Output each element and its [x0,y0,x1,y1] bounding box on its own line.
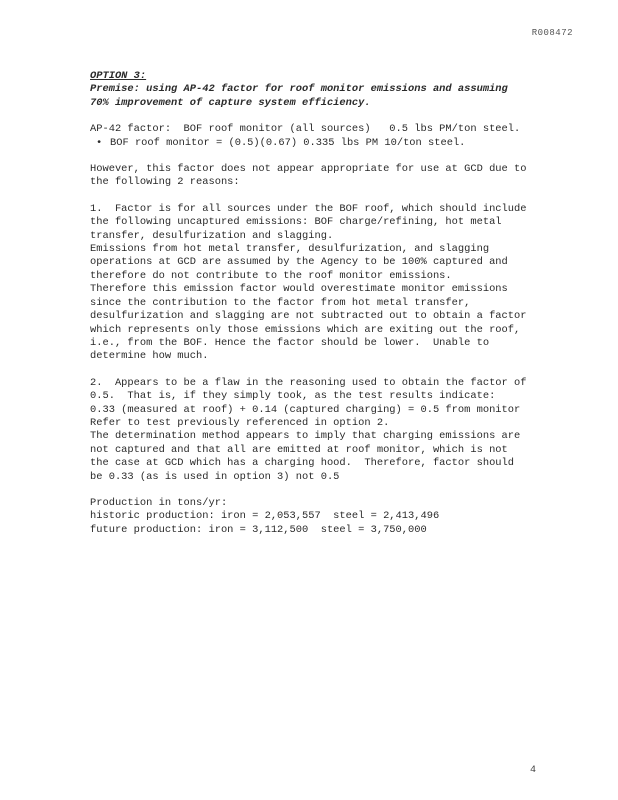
reason-1-intro: 1. Factor is for all sources under the BOF roof, which should include the following uncaptured emissions: BOF charge/refining, hot metal transfer, desulfurization and slagging. [90,202,533,242]
reason-1-conclusion: Therefore this emission factor would overestimate monitor emissions since the contribution to the factor from hot metal transfer, desulfurization and slagging are not subtracted out to obtain a factor which represents only those emissions which are exiting out the roof, i.e., from the BOF. Hence the factor should be lower. Unable to determine how much. [90,283,533,363]
production-historic: historic production: iron = 2,053,557 steel = 2,413,496 [90,510,440,523]
reason-2-body: The determination method appears to imply that charging emissions are not captured and that all are emitted at roof monitor, which is not the case at GCD which has a charging hood. Therefore, factor should be 0.33 (as is used in option 3) not 0.5 [90,430,527,483]
production-title: Production in tons/yr: [90,496,228,509]
reason-2-reference: Refer to test previously referenced in option 2. [90,416,390,429]
production-future: future production: iron = 3,112,500 steel = 3,750,000 [90,523,427,536]
option-premise: Premise: using AP-42 factor for roof monitor emissions and assuming 70% improvement of capture system efficiency. [90,83,515,109]
reason-1-middle: Emissions from hot metal transfer, desulfurization, and slagging operations at GCD are assumed by the Agency to be 100% captured and therefore do not contribute to the roof monitor emissions. [90,243,515,282]
bullet-icon: • [96,136,103,149]
ap42-factor-line: AP-42 factor: BOF roof monitor (all sources) 0.5 lbs PM/ton steel. [90,123,521,136]
document-body [90,70,533,537]
however-paragraph: However, this factor does not appear appropriate for use at GCD due to the following 2 reasons: [90,163,533,189]
ap42-bullet [90,137,530,150]
reason-2-calculation: 0.33 (measured at roof) + 0.14 (captured charging) = 0.5 from monitor [90,403,521,416]
document-id: R008472 [531,28,573,38]
option-title: OPTION 3: [90,70,147,82]
page-number: 4 [529,765,536,776]
ap42-bullet-text: BOF roof monitor = (0.5)(0.67) 0.335 lbs PM 10/ton steel. [110,136,466,149]
reason-2-intro: 2. Appears to be a flaw in the reasoning used to obtain the factor of 0.5. That is, if they simply took, as the test results indicate: [90,376,533,403]
